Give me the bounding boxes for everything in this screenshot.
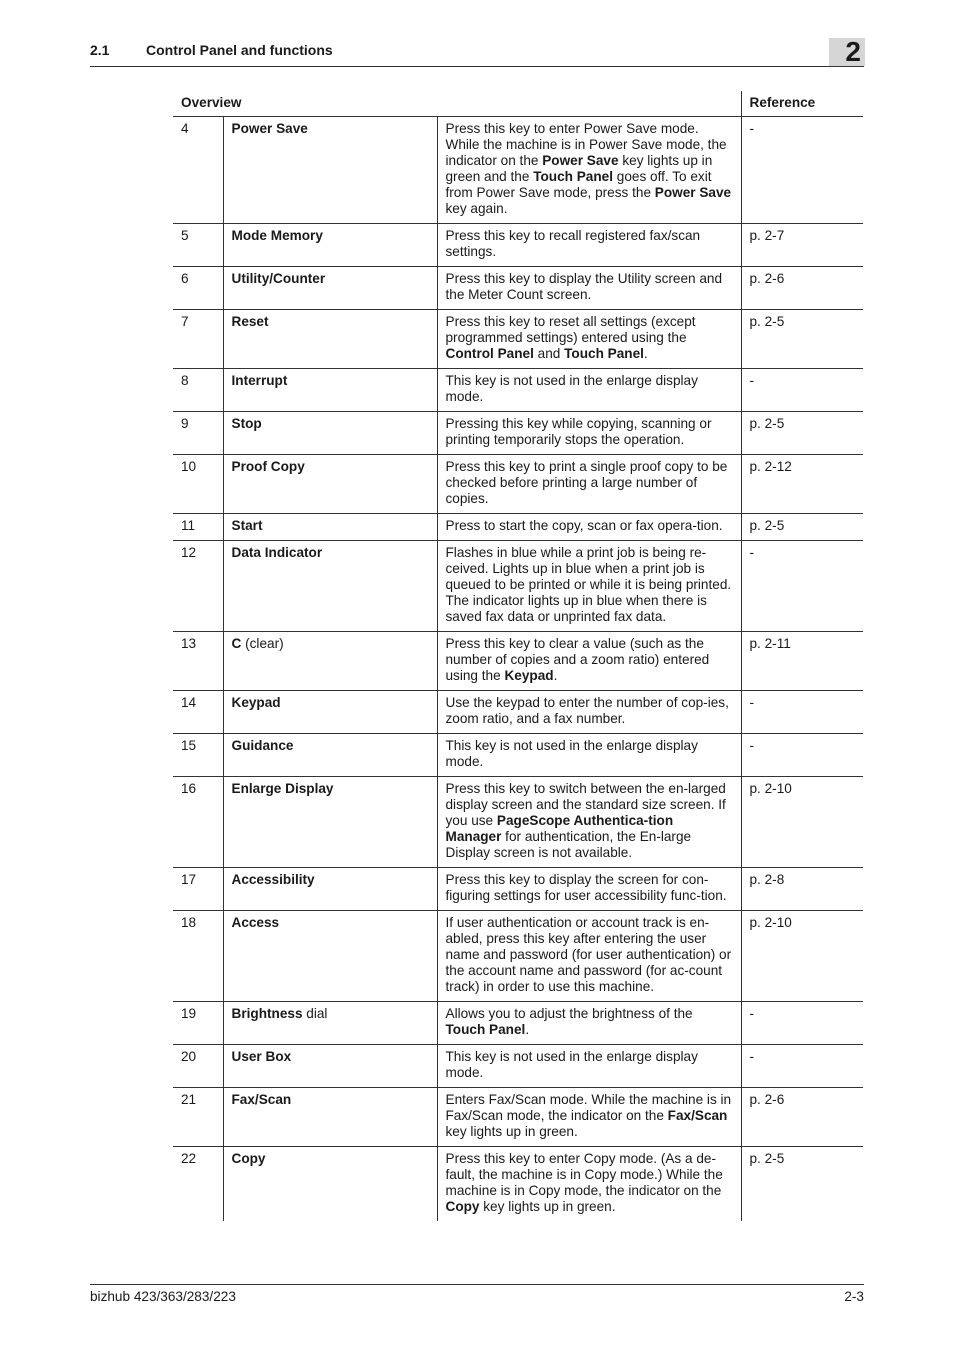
key-name [223,455,437,514]
row-number: 6 [173,267,223,310]
table-row [173,868,863,911]
page-reference: p. 2-5 [741,310,863,369]
key-name-bold: Data Indicator [231,545,323,560]
section-number: 2.1 [90,42,110,58]
page-reference: p. 2-5 [741,412,863,455]
row-number: 15 [173,734,223,777]
page-reference: - [741,734,863,777]
key-name-bold: Brightness [231,1006,303,1021]
table-header-row [173,91,863,117]
key-description [437,777,741,868]
description-text: Press this key to switch between the en-larged display screen and the standard size screen. If you use [445,781,726,828]
description-text: key lights up in green. [479,1199,616,1214]
page-reference: p. 2-11 [741,632,863,691]
table-row [173,310,863,369]
description-text: key lights up in green. [445,1124,578,1139]
description-text: . [553,668,558,683]
row-number: 14 [173,691,223,734]
key-name-bold: Keypad [231,695,281,710]
table-row [173,1147,863,1222]
key-name-bold: Start [231,518,263,533]
description-text: Press this key to display the Utility screen and the Meter Count screen. [445,271,723,302]
row-number: 19 [173,1002,223,1045]
description-text: and [533,346,565,361]
page-reference: - [741,369,863,412]
page-reference: p. 2-5 [741,514,863,541]
key-description [437,734,741,777]
key-name [223,514,437,541]
key-name-bold: Copy [231,1151,266,1166]
key-name-bold: User Box [231,1049,292,1064]
functions-table-wrapper [173,91,863,1221]
key-description [437,911,741,1002]
key-name [223,267,437,310]
description-text: key again. [445,201,508,216]
description-text: . [525,1022,530,1037]
description-emphasis: Touch Panel [445,1022,526,1037]
row-number: 11 [173,514,223,541]
row-number: 22 [173,1147,223,1222]
page-reference: - [741,1045,863,1088]
table-row [173,117,863,224]
row-number: 7 [173,310,223,369]
key-name-bold: Interrupt [231,373,288,388]
key-description [437,1045,741,1088]
page-footer [90,1284,864,1309]
page-reference: p. 2-7 [741,224,863,267]
page-reference: - [741,691,863,734]
key-name-bold: Proof Copy [231,459,305,474]
key-name [223,369,437,412]
key-name [223,1147,437,1222]
key-name-bold: Guidance [231,738,294,753]
description-text: key lights up in green and the [445,153,713,184]
key-description [437,514,741,541]
key-description [437,1002,741,1045]
table-row [173,1088,863,1147]
functions-table [173,91,863,1221]
key-description [437,117,741,224]
key-name [223,632,437,691]
chapter-tab [829,38,865,66]
table-row [173,369,863,412]
table-row [173,267,863,310]
key-name-bold: Utility/Counter [231,271,326,286]
row-number: 4 [173,117,223,224]
key-name-bold: Fax/Scan [231,1092,292,1107]
description-text: Press to start the copy, scan or fax opera-tion. [445,518,723,533]
key-description [437,310,741,369]
description-emphasis: Power Save [654,185,732,200]
key-description [437,632,741,691]
table-row [173,691,863,734]
table-row [173,412,863,455]
description-emphasis: Fax/Scan [667,1108,728,1123]
key-description [437,1147,741,1222]
key-description [437,412,741,455]
column-header-reference: Reference [741,91,863,117]
key-name-suffix: (clear) [241,636,284,651]
description-text: This key is not used in the enlarge display mode. [445,738,698,769]
table-row [173,514,863,541]
description-emphasis: Keypad [504,668,554,683]
row-number: 16 [173,777,223,868]
description-text: Flashes in blue while a print job is being re-ceived. Lights up in blue when a print job is queued to be printed or while it is being printed. The indicator lights up in blue when there is saved fax data or unprinted fax data. [445,545,732,624]
column-header-overview: Overview [173,91,741,117]
description-emphasis: Touch Panel [533,169,613,184]
page-header [90,38,864,67]
key-name-bold: C [231,636,242,651]
table-row [173,777,863,868]
page-reference: - [741,541,863,632]
description-text: Press this key to reset all settings (except programmed settings) entered using the [445,314,696,345]
key-name [223,1088,437,1147]
table-row [173,1045,863,1088]
row-number: 9 [173,412,223,455]
chapter-number: 2 [845,36,861,67]
description-emphasis: Power Save [542,153,619,168]
description-text: Enters Fax/Scan mode. While the machine is in Fax/Scan mode, the indicator on the [445,1092,732,1123]
row-number: 18 [173,911,223,1002]
description-text: Pressing this key while copying, scanning or printing temporarily stops the operation. [445,416,712,447]
description-text: Use the keypad to enter the number of cop-ies, zoom ratio, and a fax number. [445,695,729,726]
key-name [223,310,437,369]
key-description [437,369,741,412]
key-name-bold: Enlarge Display [231,781,334,796]
row-number: 12 [173,541,223,632]
key-name-bold: Reset [231,314,269,329]
description-text: If user authentication or account track is en-abled, press this key after entering the user name and password (for user authentication) or the account name and password (for ac-count track) in order to use this machine. [445,915,732,994]
key-description [437,224,741,267]
page-reference: p. 2-10 [741,777,863,868]
key-name-bold: Access [231,915,280,930]
key-description [437,868,741,911]
key-name [223,691,437,734]
key-description [437,691,741,734]
description-text: Press this key to enter Power Save mode. While the machine is in Power Save mode, the indicator on the [445,121,727,168]
table-row [173,455,863,514]
page-reference: p. 2-6 [741,267,863,310]
page-reference: p. 2-10 [741,911,863,1002]
table-row [173,541,863,632]
page-reference: - [741,117,863,224]
description-text: . [643,346,648,361]
description-text: Press this key to display the screen for con-figuring settings for user accessibility func-tion. [445,872,727,903]
key-name [223,1045,437,1088]
description-text: Allows you to adjust the brightness of the [445,1006,693,1021]
key-name [223,868,437,911]
key-name [223,1002,437,1045]
key-name [223,117,437,224]
key-name-suffix: dial [302,1006,328,1021]
key-name-bold: Accessibility [231,872,315,887]
row-number: 8 [173,369,223,412]
row-number: 10 [173,455,223,514]
page-reference: p. 2-12 [741,455,863,514]
table-row [173,1002,863,1045]
description-emphasis: Touch Panel [564,346,644,361]
description-text: Press this key to recall registered fax/scan settings. [445,228,701,259]
key-name-bold: Stop [231,416,262,431]
key-name [223,734,437,777]
key-name [223,777,437,868]
key-description [437,455,741,514]
section-title: Control Panel and functions [146,42,333,58]
page-reference: - [741,1002,863,1045]
description-text: for authentication, the En-large Display screen is not available. [445,829,692,860]
key-name [223,911,437,1002]
key-description [437,1088,741,1147]
page-reference: p. 2-5 [749,1151,785,1166]
key-description [437,541,741,632]
description-text: This key is not used in the enlarge display mode. [445,1049,698,1080]
key-description [437,267,741,310]
row-number: 17 [173,868,223,911]
table-row [173,632,863,691]
key-name [223,224,437,267]
footer-model: bizhub 423/363/283/223 [90,1289,236,1304]
description-text: Press this key to print a single proof copy to be checked before printing a large number of copies. [445,459,728,506]
description-text: goes off. To exit from Power Save mode, press the [445,169,712,200]
table-row [173,734,863,777]
page-reference: p. 2-6 [741,1088,863,1147]
description-text: This key is not used in the enlarge display mode. [445,373,698,404]
table-row [173,911,863,1002]
table-row [173,224,863,267]
row-number: 13 [173,632,223,691]
description-emphasis: Copy [445,1199,480,1214]
description-emphasis: PageScope Authentica-tion Manager [445,813,674,844]
description-text: Press this key to enter Copy mode. (As a de-fault, the machine is in Copy mode.) While the machine is in Copy mode, the indicator on the [445,1151,723,1198]
row-number: 21 [173,1088,223,1147]
key-name [223,412,437,455]
footer-page-number: 2-3 [844,1289,864,1304]
description-emphasis: Control Panel [445,346,534,361]
row-number: 20 [173,1045,223,1088]
description-text: Press this key to clear a value (such as the number of copies and a zoom ratio) entered using the [445,636,710,683]
row-number: 5 [173,224,223,267]
page-reference: p. 2-8 [741,868,863,911]
key-name-bold: Mode Memory [231,228,323,243]
key-name-bold: Power Save [231,121,308,136]
key-name [223,541,437,632]
